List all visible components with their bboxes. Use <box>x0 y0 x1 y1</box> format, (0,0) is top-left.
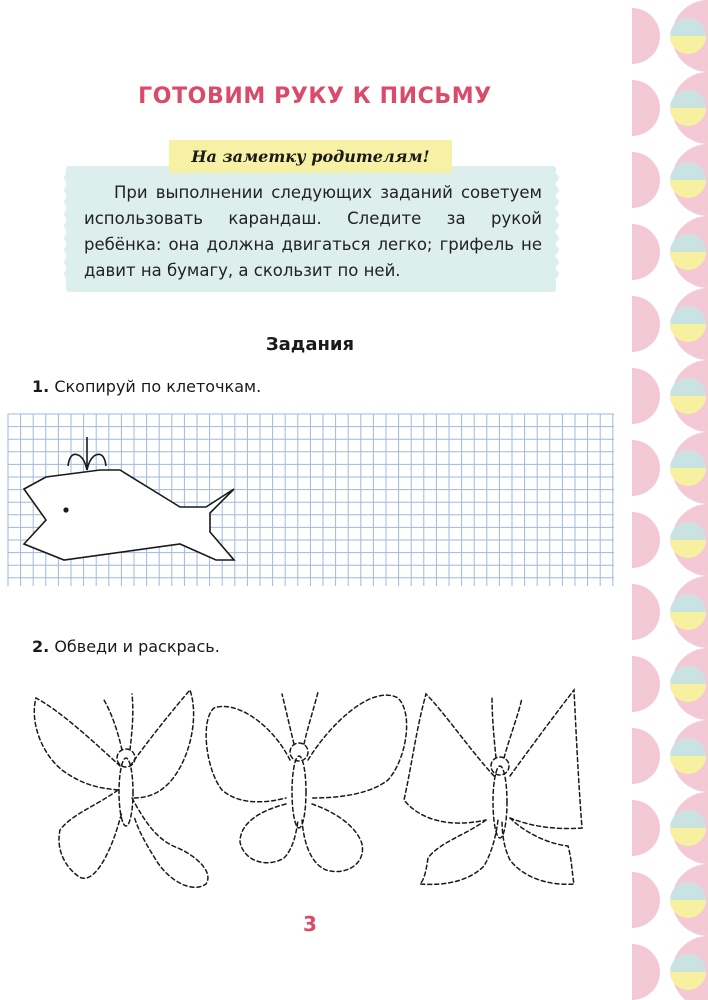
task-2 <box>32 637 220 656</box>
task-1 <box>32 377 261 396</box>
page-title: ГОТОВИМ РУКУ К ПИСЬМУ <box>138 84 492 109</box>
butterfly-icon-right <box>404 690 582 884</box>
butterfly-icon-middle <box>206 692 406 872</box>
copy-grid <box>0 410 630 592</box>
note-box-scallop-right <box>551 172 559 288</box>
parent-note-label: На заметку родителям! <box>169 140 452 173</box>
butterfly-icon-left <box>34 690 208 887</box>
decorative-pattern-strip <box>632 0 708 1000</box>
task-1-number: 1. <box>32 377 50 396</box>
tasks-heading: Задания <box>265 334 355 355</box>
task-2-number: 2. <box>32 637 50 656</box>
page-number: 3 <box>303 912 317 936</box>
note-box-scallop-left <box>64 172 72 288</box>
task-2-text: Обведи и раскрась. <box>54 637 220 656</box>
parent-note-text: При выполнении следующих заданий советуем использовать карандаш. Следите за рукой ребёнка: она должна двигаться легко; грифель не давит на бумагу, а скользит по ней. <box>84 183 542 280</box>
butterflies-tracing <box>0 680 630 905</box>
whale-icon <box>24 437 234 560</box>
task-1-text: Скопируй по клеточкам. <box>54 377 262 396</box>
